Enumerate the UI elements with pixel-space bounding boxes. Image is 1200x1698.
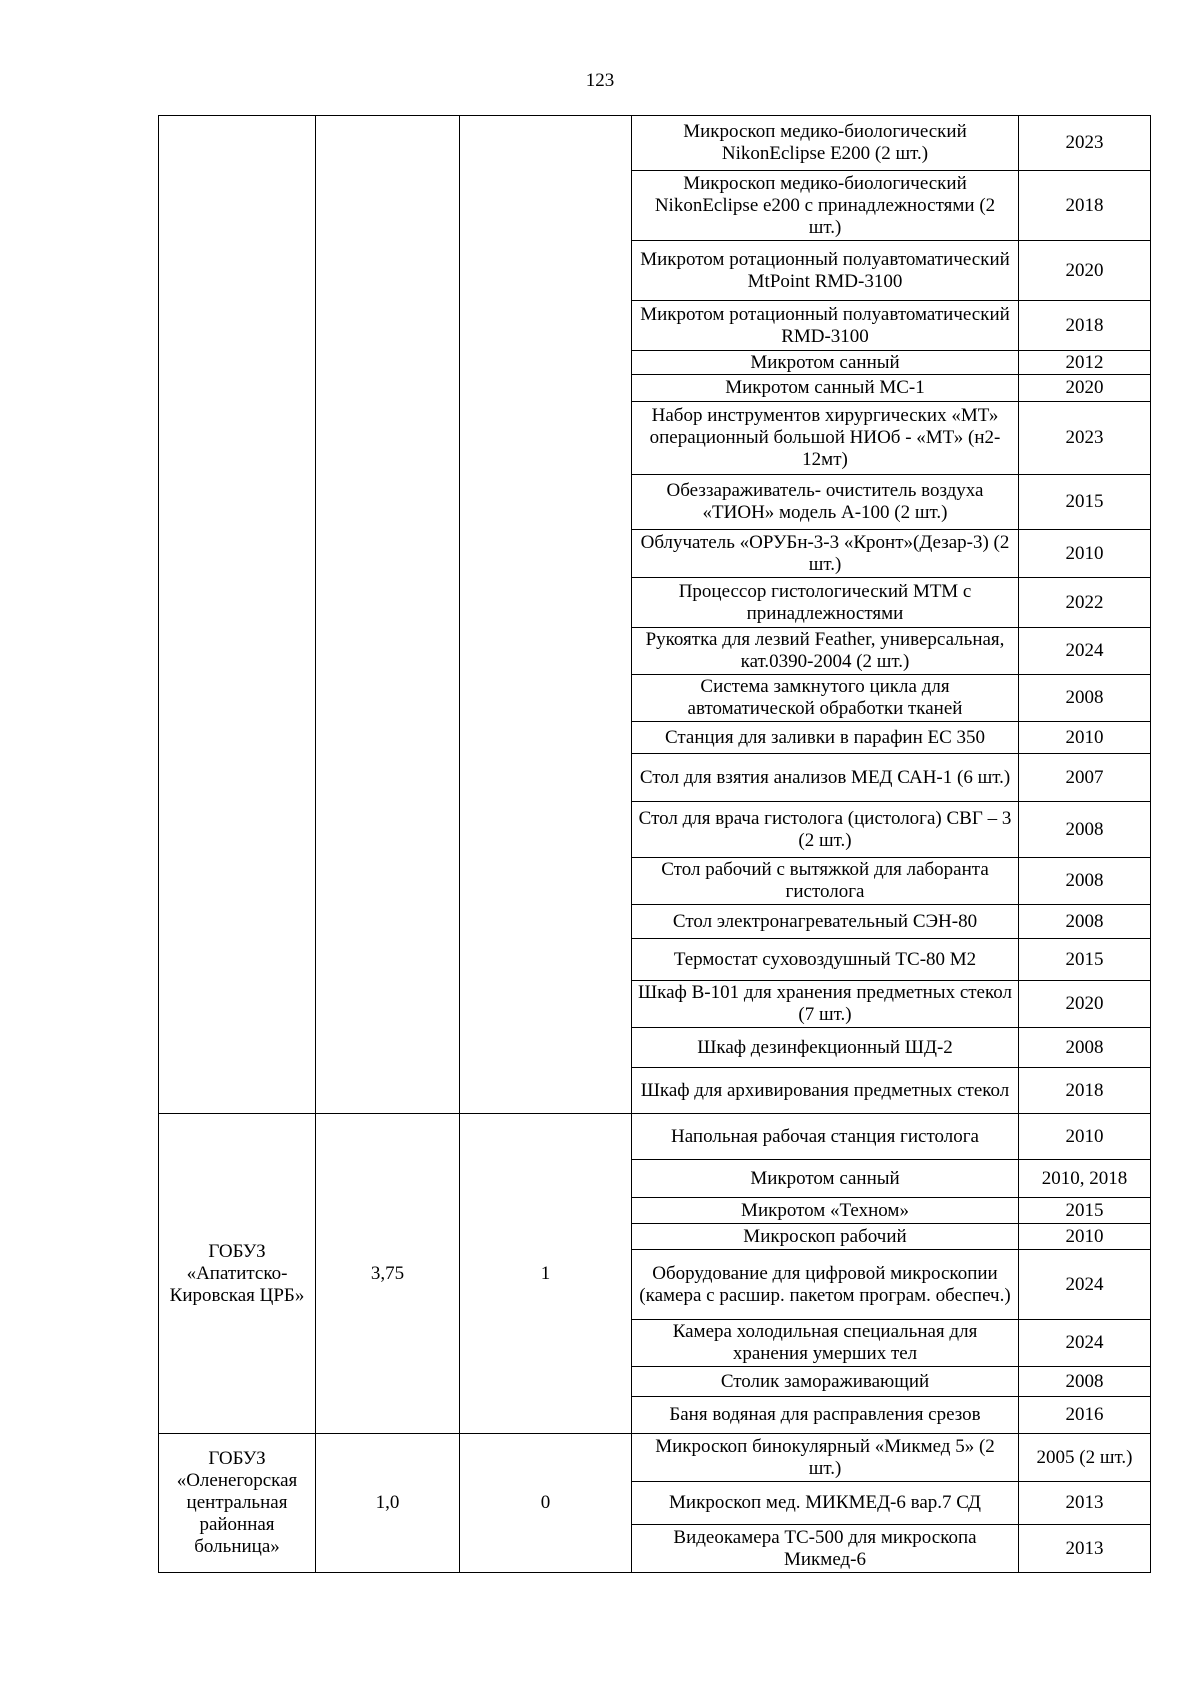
- equipment-year-cell: 2015: [1019, 939, 1151, 981]
- equipment-name-cell: Процессор гистологический МТМ с принадлежностями: [632, 578, 1019, 628]
- equipment-year-cell: 2020: [1019, 241, 1151, 301]
- equipment-name-cell: Микротом ротационный полуавтоматический RMD-3100: [632, 301, 1019, 351]
- equipment-name-cell: Микроскоп рабочий: [632, 1224, 1019, 1250]
- organization-cell: ГОБУЗ «Оленегорская центральная районная больница»: [159, 1434, 316, 1573]
- equipment-year-cell: 2012: [1019, 351, 1151, 375]
- equipment-name-cell: Шкаф дезинфекционный ШД-2: [632, 1028, 1019, 1068]
- equipment-table: [158, 115, 1151, 1573]
- equipment-name-cell: Микротом санный: [632, 351, 1019, 375]
- equipment-year-cell: 2024: [1019, 1320, 1151, 1367]
- equipment-name-cell: Стол рабочий с вытяжкой для лаборанта гистолога: [632, 858, 1019, 905]
- equipment-name-cell: Стол электронагревательный СЭН-80: [632, 905, 1019, 939]
- rate-cell: 1,0: [316, 1434, 460, 1573]
- equipment-year-cell: 2007: [1019, 754, 1151, 802]
- table-row: [159, 116, 1151, 171]
- equipment-year-cell: 2022: [1019, 578, 1151, 628]
- equipment-name-cell: Напольная рабочая станция гистолога: [632, 1114, 1019, 1160]
- count-cell: 1: [460, 1114, 632, 1434]
- equipment-year-cell: 2008: [1019, 1028, 1151, 1068]
- equipment-name-cell: Микроскоп медико-биологический NikonEclipse e200 с принадлежностями (2 шт.): [632, 171, 1019, 241]
- equipment-name-cell: Рукоятка для лезвий Feather, универсальная, кат.0390-2004 (2 шт.): [632, 628, 1019, 675]
- equipment-year-cell: 2016: [1019, 1397, 1151, 1434]
- equipment-year-cell: 2015: [1019, 475, 1151, 530]
- table-row: [159, 1434, 1151, 1482]
- equipment-table-body: [159, 116, 1151, 1573]
- equipment-year-cell: 2008: [1019, 858, 1151, 905]
- equipment-year-cell: 2024: [1019, 1250, 1151, 1320]
- equipment-name-cell: Столик замораживающий: [632, 1367, 1019, 1397]
- equipment-year-cell: 2010: [1019, 722, 1151, 754]
- equipment-name-cell: Система замкнутого цикла для автоматической обработки тканей: [632, 675, 1019, 722]
- equipment-year-cell: 2005 (2 шт.): [1019, 1434, 1151, 1482]
- equipment-name-cell: Видеокамера ТС-500 для микроскопа Микмед-6: [632, 1525, 1019, 1573]
- rate-cell: [316, 116, 460, 1114]
- equipment-year-cell: 2018: [1019, 301, 1151, 351]
- equipment-name-cell: Камера холодильная специальная для хранения умерших тел: [632, 1320, 1019, 1367]
- equipment-name-cell: Микроскоп мед. МИКМЕД-6 вар.7 СД: [632, 1482, 1019, 1525]
- organization-cell: [159, 116, 316, 1114]
- equipment-name-cell: Баня водяная для расправления срезов: [632, 1397, 1019, 1434]
- equipment-name-cell: Микротом санный МС-1: [632, 375, 1019, 402]
- equipment-year-cell: 2020: [1019, 981, 1151, 1028]
- organization-cell: ГОБУЗ «Апатитско-Кировская ЦРБ»: [159, 1114, 316, 1434]
- equipment-name-cell: Микротом ротационный полуавтоматический MtPoint RMD-3100: [632, 241, 1019, 301]
- equipment-name-cell: Станция для заливки в парафин ЕС 350: [632, 722, 1019, 754]
- equipment-name-cell: Облучатель «ОРУБн-3-3 «Кронт»(Дезар-3) (2 шт.): [632, 530, 1019, 578]
- count-cell: 0: [460, 1434, 632, 1573]
- equipment-year-cell: 2018: [1019, 1068, 1151, 1114]
- equipment-name-cell: Шкаф В-101 для хранения предметных стекол (7 шт.): [632, 981, 1019, 1028]
- equipment-name-cell: Микроскоп медико-биологический NikonEclipse E200 (2 шт.): [632, 116, 1019, 171]
- equipment-name-cell: Стол для взятия анализов МЕД САН-1 (6 шт.): [632, 754, 1019, 802]
- equipment-year-cell: 2010: [1019, 1224, 1151, 1250]
- equipment-year-cell: 2020: [1019, 375, 1151, 402]
- equipment-year-cell: 2008: [1019, 1367, 1151, 1397]
- equipment-name-cell: Микротом санный: [632, 1160, 1019, 1198]
- table-row: [159, 1114, 1151, 1160]
- equipment-year-cell: 2023: [1019, 402, 1151, 475]
- equipment-year-cell: 2010: [1019, 530, 1151, 578]
- equipment-name-cell: Термостат суховоздушный ТС-80 М2: [632, 939, 1019, 981]
- page-number: 123: [585, 70, 615, 91]
- equipment-year-cell: 2023: [1019, 116, 1151, 171]
- equipment-name-cell: Микроскоп бинокулярный «Микмед 5» (2 шт.): [632, 1434, 1019, 1482]
- equipment-year-cell: 2008: [1019, 802, 1151, 858]
- equipment-name-cell: Набор инструментов хирургических «МТ» операционный большой НИОб - «МТ» (н2-12мт): [632, 402, 1019, 475]
- equipment-year-cell: 2013: [1019, 1482, 1151, 1525]
- equipment-year-cell: 2024: [1019, 628, 1151, 675]
- equipment-name-cell: Микротом «Техном»: [632, 1198, 1019, 1224]
- equipment-name-cell: Обеззараживатель- очиститель воздуха «ТИОН» модель А-100 (2 шт.): [632, 475, 1019, 530]
- equipment-year-cell: 2015: [1019, 1198, 1151, 1224]
- count-cell: [460, 116, 632, 1114]
- equipment-year-cell: 2010: [1019, 1114, 1151, 1160]
- rate-cell: 3,75: [316, 1114, 460, 1434]
- equipment-year-cell: 2008: [1019, 675, 1151, 722]
- equipment-year-cell: 2010, 2018: [1019, 1160, 1151, 1198]
- equipment-year-cell: 2008: [1019, 905, 1151, 939]
- equipment-name-cell: Шкаф для архивирования предметных стекол: [632, 1068, 1019, 1114]
- equipment-year-cell: 2013: [1019, 1525, 1151, 1573]
- equipment-name-cell: Оборудование для цифровой микроскопии (камера с расшир. пакетом програм. обеспеч.): [632, 1250, 1019, 1320]
- equipment-name-cell: Стол для врача гистолога (цистолога) СВГ – 3 (2 шт.): [632, 802, 1019, 858]
- equipment-year-cell: 2018: [1019, 171, 1151, 241]
